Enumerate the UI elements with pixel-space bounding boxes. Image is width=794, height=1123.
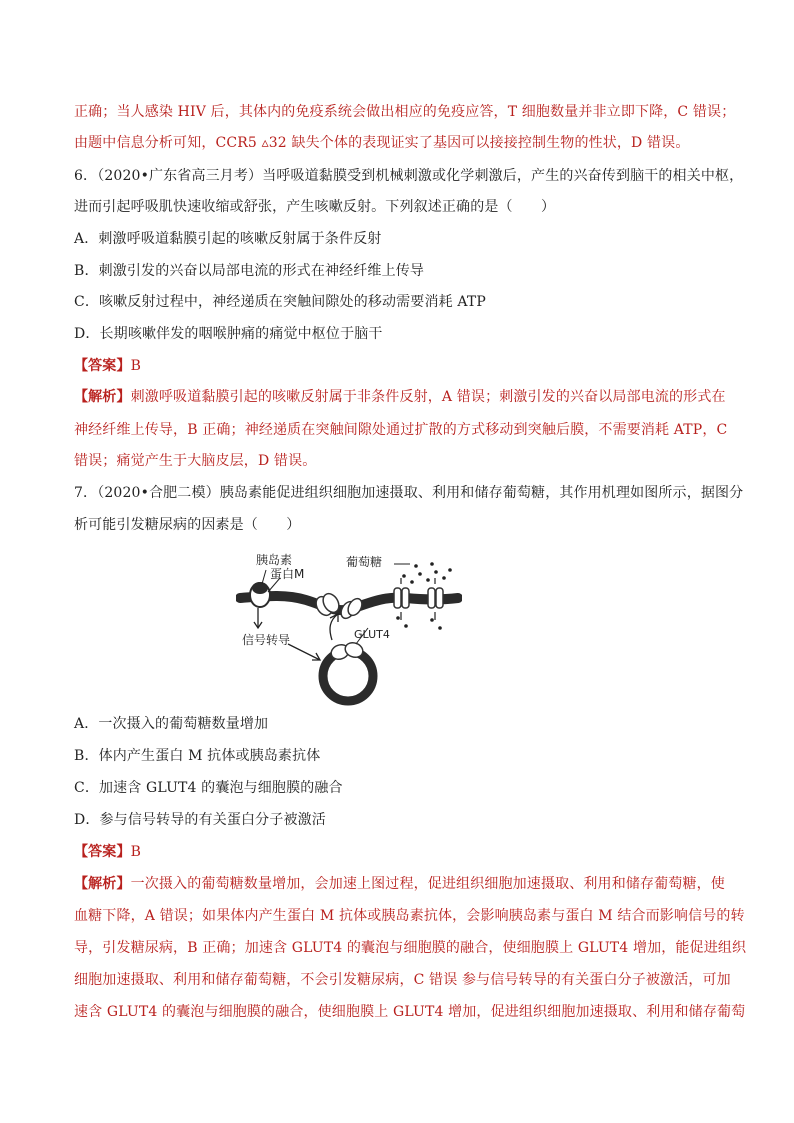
q6-option-d: D．长期咳嗽伴发的咽喉肿痛的痛觉中枢位于脑干 xyxy=(74,326,383,342)
q6-option-a: A．刺激呼吸道黏膜引起的咳嗽反射属于条件反射 xyxy=(74,231,382,247)
q6-option-b: B．刺激引发的兴奋以局部电流的形式在神经纤维上传导 xyxy=(74,263,425,279)
q7-option-c: C．加速含 GLUT4 的囊泡与细胞膜的融合 xyxy=(74,780,343,796)
q7-analysis-line-2: 血糖下降，A 错误；如果体内产生蛋白 M 抗体或胰岛素抗体，会影响胰岛素与蛋白 M 结合而影响信号的转 xyxy=(74,908,745,924)
q6-analysis-text-1: 刺激呼吸道黏膜引起的咳嗽反射属于非条件反射，A 错误；刺激引发的兴奋以局部电流的形式在 xyxy=(130,389,726,405)
q7-option-d: D．参与信号转导的有关蛋白分子被激活 xyxy=(74,812,326,828)
glut4-transporter xyxy=(428,588,443,608)
prev-answer-line-1: 正确；当人感染 HIV 后，其体内的免疫系统会做出相应的免疫应答，T 细胞数量并非立即下降，C 错误； xyxy=(74,104,736,120)
q7-answer-label: 【答案】 xyxy=(74,844,131,860)
q6-option-c: C．咳嗽反射过程中，神经递质在突触间隙处的移动需要消耗 ATP xyxy=(74,294,486,310)
vesicle xyxy=(323,651,373,701)
q6-answer-label: 【答案】 xyxy=(74,358,131,374)
q6-analysis-label: 【解析】 xyxy=(74,389,131,405)
q7-answer-value: B xyxy=(130,844,142,860)
q6-stem-line-1: 6．（2020•广东省高三月考）当呼吸道黏膜受到机械刺激或化学刺激后，产生的兴奋传到脑干的相关中枢， xyxy=(74,168,744,184)
q7-analysis-line-4: 细胞加速摄取、利用和储存葡萄糖，不会引发糖尿病，C 错误 参与信号转导的有关蛋白分子被激活，可加 xyxy=(74,972,731,988)
q7-analysis-text-1: 一次摄入的葡萄糖数量增加，会加速上图过程，促进组织细胞加速摄取、利用和储存葡萄糖，使 xyxy=(130,876,725,892)
glut4-transporter xyxy=(394,588,409,608)
q6-answer-value: B xyxy=(130,358,142,374)
q6-stem-line-2: 进而引起呼吸肌快速收缩或舒张，产生咳嗽反射。下列叙述正确的是（ ） xyxy=(74,199,556,215)
q7-analysis-label: 【解析】 xyxy=(74,876,131,892)
protein-m-receptor xyxy=(250,582,270,607)
q7-analysis-line-5: 速含 GLUT4 的囊泡与细胞膜的融合，使细胞膜上 GLUT4 增加，促进组织细胞加速摄取、利用和储存葡萄 xyxy=(74,1004,746,1020)
q6-analysis-line-2: 神经纤维上传导，B 正确；神经递质在突触间隙处通过扩散的方式移动到突触后膜，不需要消耗 ATP，C xyxy=(74,422,728,438)
q7-stem-line-1: 7．（2020•合肥二模）胰岛素能促进组织细胞加速摄取、利用和储存葡萄糖，其作用机理如图所示，据图分 xyxy=(74,485,744,501)
figure-label-glucose: 葡萄糖 xyxy=(346,555,383,569)
insulin-molecule xyxy=(252,582,268,594)
figure-label-protein-m: 蛋白M xyxy=(270,567,305,581)
prev-answer-line-2: 由题中信息分析可知，CCR5 ▵32 缺失个体的表现证实了基因可以接接控制生物的性状，D 错误。 xyxy=(74,135,690,151)
q6-answer xyxy=(74,356,724,376)
q7-stem-line-2: 析可能引发糖尿病的因素是（ ） xyxy=(74,517,301,533)
q7-analysis-line-3: 导，引发糖尿病，B 正确；加速含 GLUT4 的囊泡与细胞膜的融合，使细胞膜上 GLUT4 增加，能促进组织 xyxy=(74,940,747,956)
q6-analysis-line-3: 错误；痛觉产生于大脑皮层，D 错误。 xyxy=(74,453,317,469)
figure-label-signal: 信号转导 xyxy=(242,633,291,647)
q6-analysis-line-1 xyxy=(74,387,724,407)
insulin-mechanism-figure xyxy=(236,548,462,708)
figure-label-glut4: GLUT4 xyxy=(354,628,390,641)
q7-analysis-line-1 xyxy=(74,874,724,894)
glut4-transporter xyxy=(338,596,364,621)
q7-option-b: B．体内产生蛋白 M 抗体或胰岛素抗体 xyxy=(74,748,321,764)
q7-option-a: A．一次摄入的葡萄糖数量增加 xyxy=(74,716,269,732)
q7-answer xyxy=(74,842,724,862)
figure-label-insulin: 胰岛素 xyxy=(256,553,293,567)
